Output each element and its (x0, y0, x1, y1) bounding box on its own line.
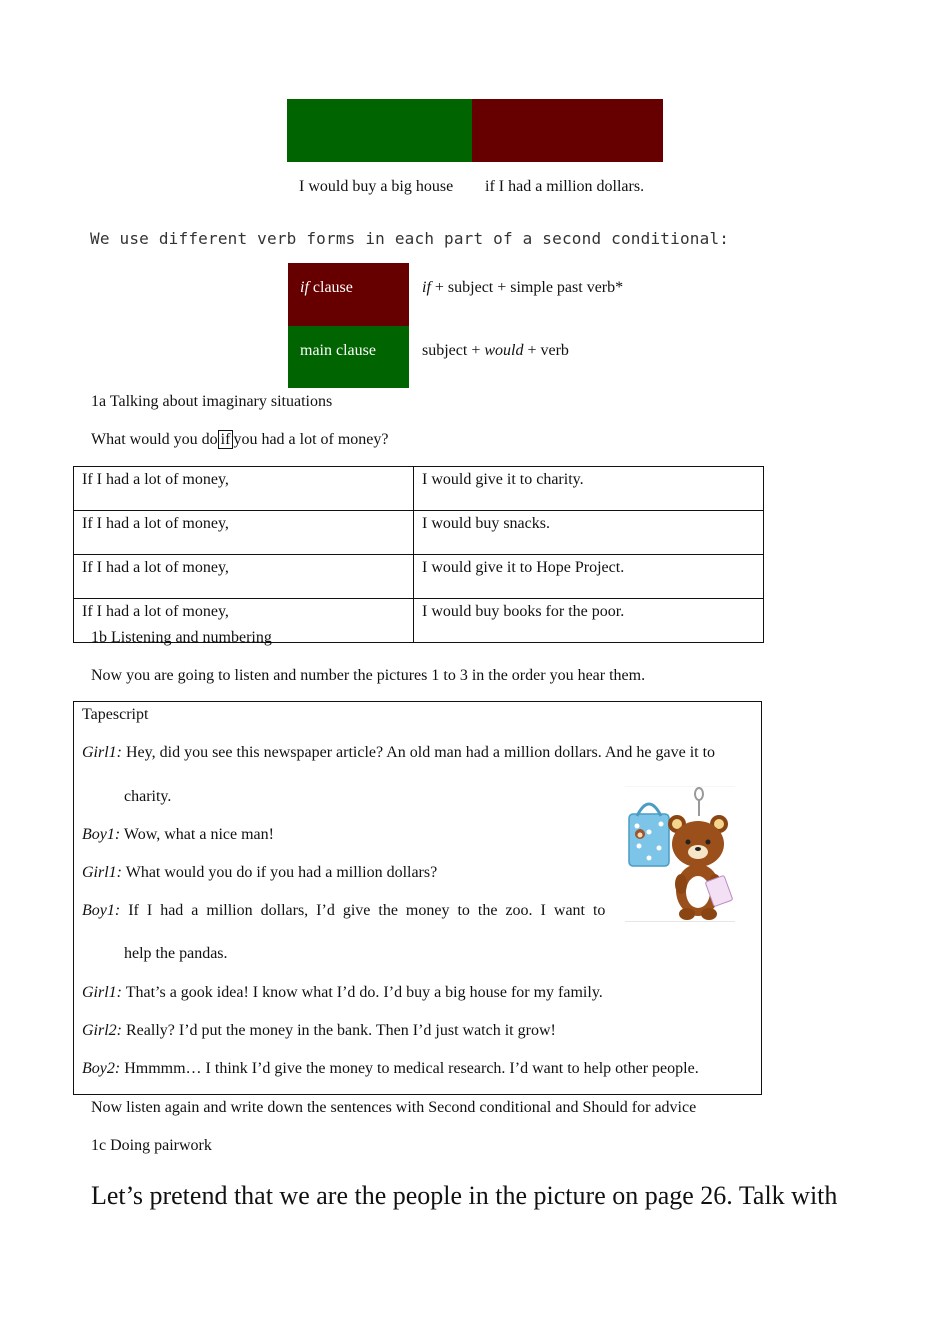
table-row (74, 467, 764, 511)
section-1a-heading: 1a Talking about imaginary situations (91, 393, 333, 410)
section-1c-heading: 1c Doing pairwork (91, 1137, 212, 1154)
if-clause-rule: if + subject + simple past verb* (422, 279, 624, 296)
table-cell: If I had a lot of money, (74, 511, 414, 555)
table-row (74, 555, 764, 599)
if-clause-label: if clause (300, 279, 353, 296)
table-cell: If I had a lot of money, (74, 555, 414, 599)
section-1a-question: What would you do if you had a lot of money? (91, 431, 389, 448)
explanation-text: We use different verb forms in each part of a second conditional: (90, 229, 730, 248)
tapescript-line: charity. (124, 788, 172, 805)
main-clause-rule: subject + would + verb (422, 342, 569, 359)
if-clause-caption: if I had a million dollars. (485, 178, 645, 195)
main-clause-caption: I would buy a big house (299, 178, 454, 195)
tapescript-line: Boy2: Hmmmm… I think I’d give the money to medical research. I’d want to help other people. (82, 1060, 699, 1077)
if-clause-bar (472, 99, 663, 162)
tapescript-line: Girl2: Really? I’d put the money in the bank. Then I’d just watch it grow! (82, 1022, 556, 1039)
table-cell: I would give it to Hope Project. (414, 555, 764, 599)
tapescript-title: Tapescript (82, 706, 149, 723)
section-1b-after-text: Now listen again and write down the sentences with Second conditional and Should for advice (91, 1099, 697, 1116)
tapescript-line: Boy1: If I had a million dollars, I’d give the money to the zoo. I want to (82, 902, 606, 919)
tapescript-line: help the pandas. (124, 945, 228, 962)
table-cell: I would buy snacks. (414, 511, 764, 555)
section-1c-text: Let’s pretend that we are the people in the picture on page 26. Talk with (91, 1181, 838, 1210)
table-row (74, 511, 764, 555)
if-clause-box (288, 263, 409, 326)
tapescript-line: Girl1: What would you do if you had a million dollars? (82, 864, 438, 881)
table-cell: If I had a lot of money, (74, 599, 414, 643)
main-clause-label: main clause (300, 342, 376, 359)
tapescript-line: Girl1: Hey, did you see this newspaper article? An old man had a million dollars. And he gave it to (82, 744, 716, 761)
teddy-bear-keychain-image (625, 786, 735, 922)
main-clause-bar (287, 99, 472, 162)
table-cell: I would give it to charity. (414, 467, 764, 511)
tapescript-line: Girl1: That’s a gook idea! I know what I’d do. I’d buy a big house for my family. (82, 984, 603, 1001)
table-cell: If I had a lot of money, (74, 467, 414, 511)
section-1b-heading: 1b Listening and numbering (91, 629, 272, 646)
tapescript-line: Boy1: Wow, what a nice man! (82, 826, 274, 843)
section-1b-instruction: Now you are going to listen and number the pictures 1 to 3 in the order you hear them. (91, 667, 646, 684)
answers-table (73, 466, 764, 643)
main-clause-box (288, 326, 409, 388)
table-cell: I would buy books for the poor. (414, 599, 764, 643)
boxed-if: if (218, 430, 234, 449)
